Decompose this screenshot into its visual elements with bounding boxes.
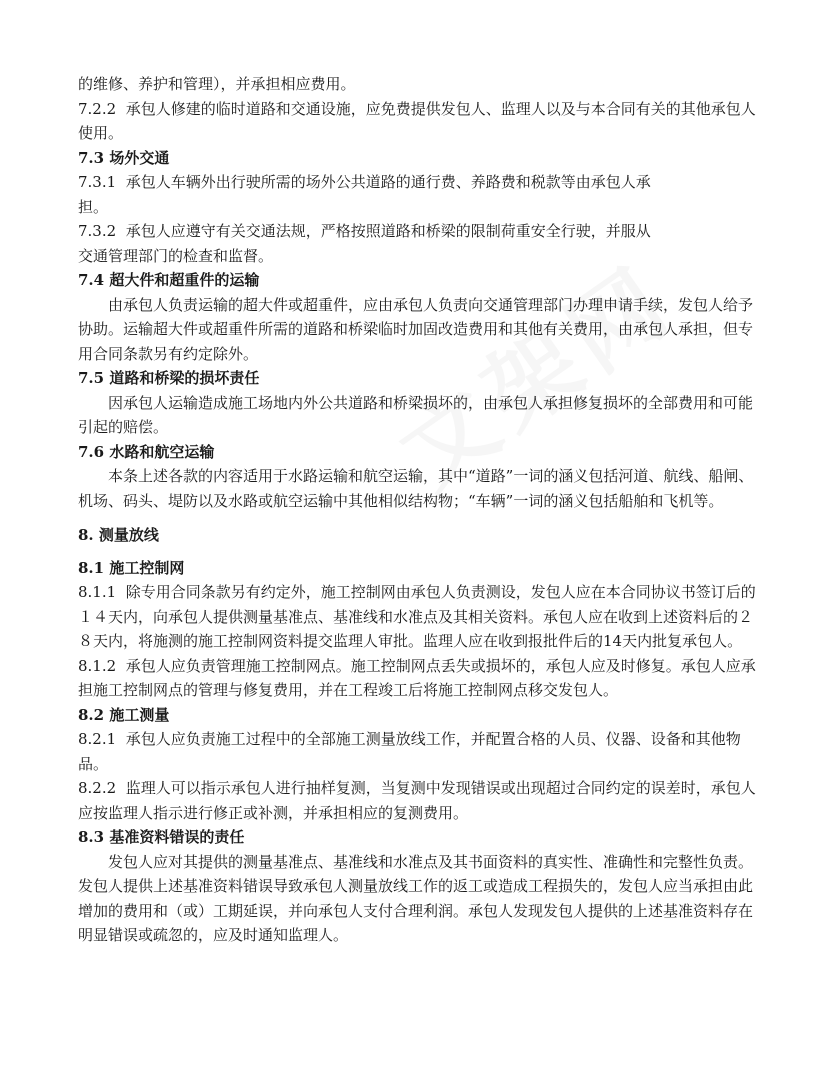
clause-8-2-2: 8.2.2 监理人可以指示承包人进行抽样复测，当复测中发现错误或出现超过合同约定的误差时，承包人应按监理人指示进行修正或补测，并承担相应的复测费用。 <box>78 779 756 822</box>
clause-8-1-1: 8.1.1 除专用合同条款另有约定外，施工控制网由承包人负责测设，发包人应在本合同协议书签订后的１４天内，向承包人提供测量基准点、基准线和水准点及其相关资料。承包人应在收到上述资料后的２８天内，将施测的施工控制网资料提交监理人审批。监理人应在收到报批件后的14天内批复承包人。 <box>78 583 756 650</box>
heading-7-5: 7.5 道路和桥梁的损坏责任 <box>78 369 260 387</box>
heading-7-4: 7.4 超大件和超重件的运输 <box>78 271 260 289</box>
heading-8-2: 8.2 施工测量 <box>78 705 170 724</box>
clause-7-3-1: 7.3.1 承包人车辆外出行驶所需的场外公共道路的通行费、养路费和税款等由承包人承 <box>78 173 651 191</box>
heading-7-6: 7.6 水路和航空运输 <box>78 442 215 461</box>
clause-7-3-2-cont: 交通管理部门的检查和监督。 <box>78 246 274 265</box>
paragraph-7-4: 由承包人负责运输的超大件或超重件，应由承包人负责向交通管理部门办理申请手续，发包人给予协助。运输超大件或超重件所需的道路和桥梁临时加固改造费用和其他有关费用，由承包人承担，但专用合同条款另有约定除外。 <box>78 295 754 363</box>
heading-8-1: 8.1 施工控制网 <box>78 558 185 577</box>
document-page <box>78 72 758 948</box>
clause-8-1-2: 8.1.2 承包人应负责管理施工控制网点。施工控制网点丢失或损坏的，承包人应及时修复。承包人应承担施工控制网点的管理与修复费用，并在工程竣工后将施工控制网点移交发包人。 <box>78 656 756 699</box>
paragraph-8-3: 发包人应对其提供的测量基准点、基准线和水准点及其书面资料的真实性、准确性和完整性负责。发包人提供上述基准资料错误导致承包人测量放线工作的返工或造成工程损失的，发包人应当承担由此增加的费用和（或）工期延误，并向承包人支付合理利润。承包人发现发包人提供的上述基准资料存在明显错误或疏忽的，应及时通知监理人。 <box>78 852 754 944</box>
heading-8: 8. 测量放线 <box>78 526 159 544</box>
clause-7-3-1-cont: 担。 <box>78 197 109 216</box>
paragraph: 的维修、养护和管理），并承担相应费用。 <box>78 75 356 93</box>
paragraph-7-5: 因承包人运输造成施工场地内外公共道路和桥梁损坏的，由承包人承担修复损坏的全部费用和可能引起的赔偿。 <box>78 393 754 436</box>
heading-7-3: 7.3 场外交通 <box>78 148 170 167</box>
paragraph-7-6: 本条上述各款的内容适用于水路运输和航空运输，其中“道路”一词的涵义包括河道、航线、船闸、机场、码头、堤防以及水路或航空运输中其他相似结构物；“车辆”一词的涵义包括船舶和飞机等。 <box>78 467 754 510</box>
clause-8-2-1: 8.2.1 承包人应负责施工过程中的全部施工测量放线工作，并配置合格的人员、仪器、设备和其他物品。 <box>78 730 741 773</box>
clause-7-2-2: 7.2.2 承包人修建的临时道路和交通设施，应免费提供发包人、监理人以及与本合同有关的其他承包人使用。 <box>78 99 756 142</box>
heading-8-3: 8.3 基准资料错误的责任 <box>78 828 245 846</box>
clause-7-3-2: 7.3.2 承包人应遵守有关交通法规，严格按照道路和桥梁的限制荷重安全行驶，并服从 <box>78 222 651 240</box>
